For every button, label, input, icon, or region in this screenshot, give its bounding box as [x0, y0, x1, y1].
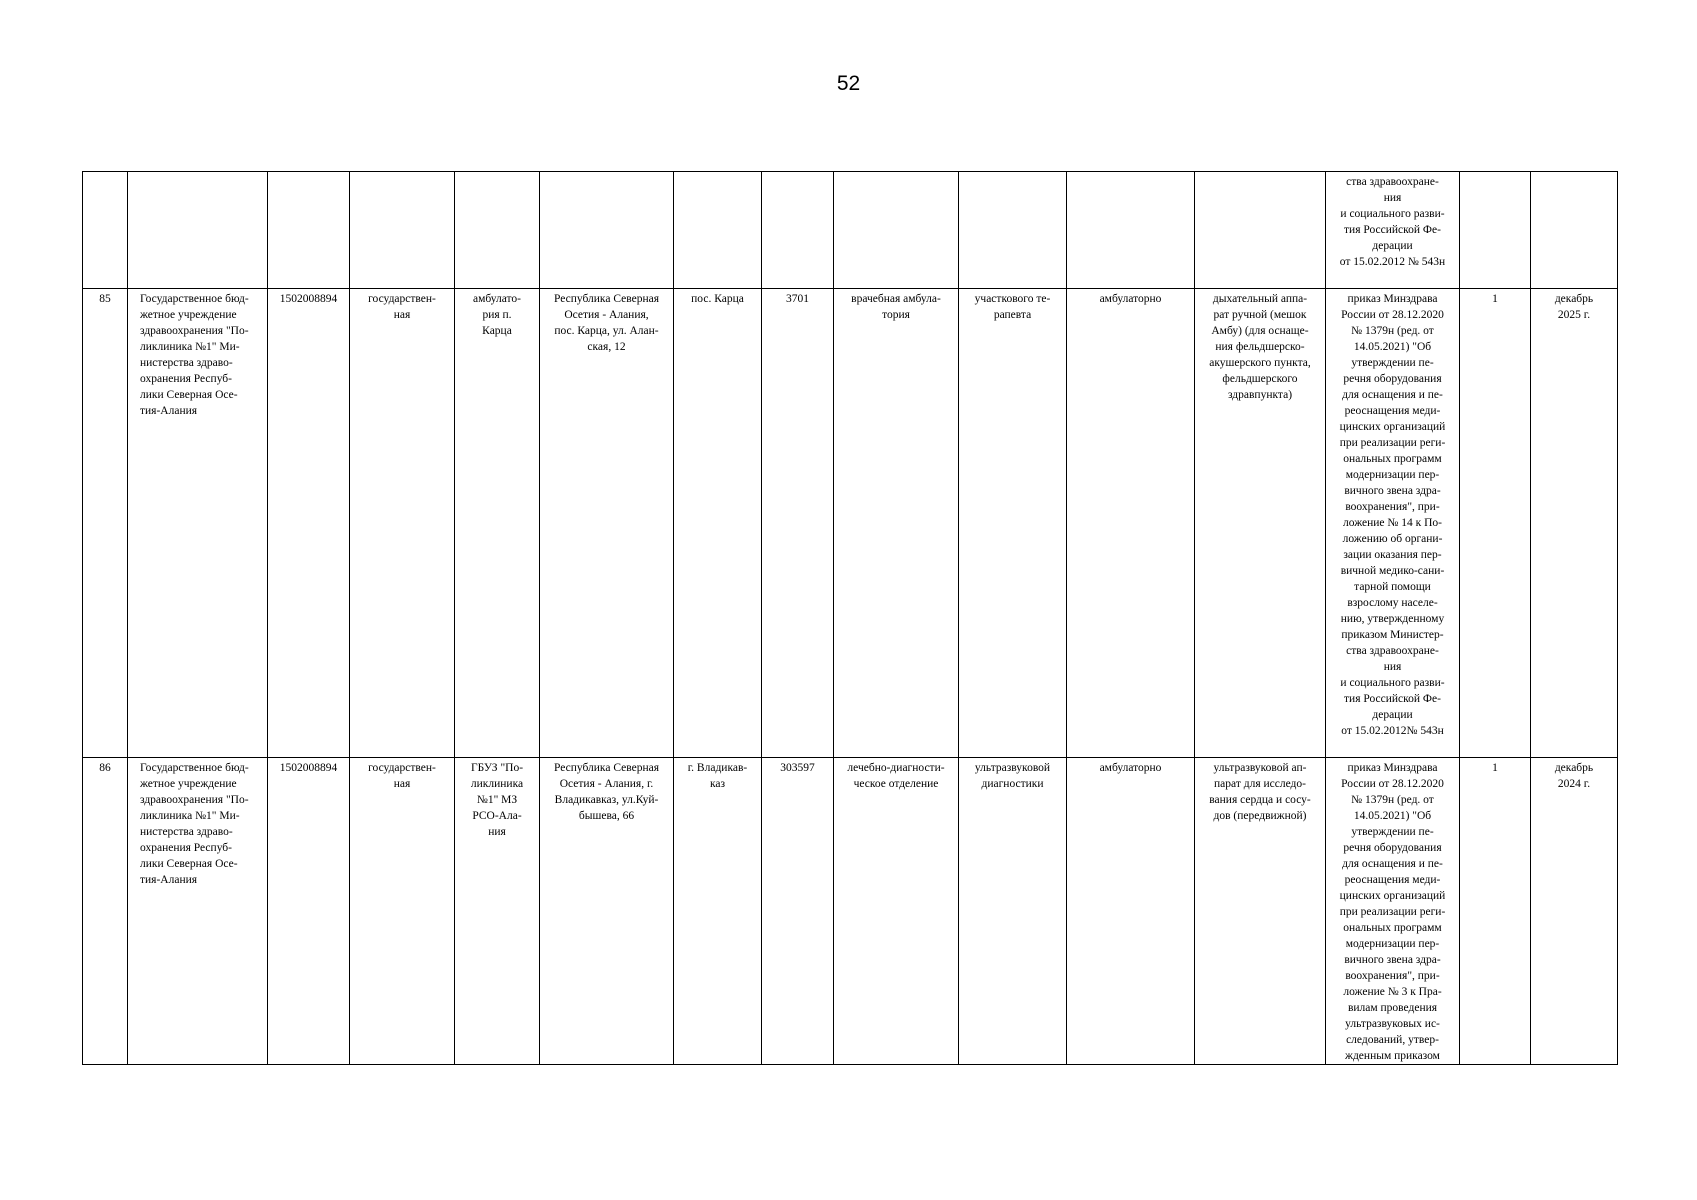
equipment-table: [82, 171, 1618, 1065]
table-row: [83, 289, 1618, 758]
regulation-text: ства здравоохране- ния и социального разви- тия Российской Фе- дерации от 15.02.2012 № 543н: [1339, 176, 1446, 268]
cell-deadline: [1531, 289, 1618, 758]
cell-num: [83, 758, 128, 1065]
row-number: 86: [99, 762, 111, 774]
ownership-text: государствен- ная: [368, 293, 436, 321]
division-text: ГБУЗ "По- ликлиника №1" МЗ РСО-Ала- ния: [470, 762, 524, 838]
inn-text: 1502008894: [279, 762, 338, 774]
cell-unit: [834, 172, 959, 289]
division-text: амбулато- рия п. Карца: [472, 293, 522, 337]
cell-inn: [268, 289, 350, 758]
ownership-text: государствен- ная: [368, 762, 436, 790]
deadline-text: декабрь 2025 г.: [1554, 293, 1594, 321]
unit-text: врачебная амбула- тория: [851, 293, 941, 321]
cell-inn: [268, 172, 350, 289]
care-text: амбулаторно: [1099, 762, 1162, 774]
cell-inn: [268, 758, 350, 1065]
table-row: [83, 758, 1618, 1065]
cell-deadline: [1531, 758, 1618, 1065]
cell-division: [455, 172, 540, 289]
code-text: 303597: [780, 762, 815, 774]
profile-text: участкового те- рапевта: [974, 293, 1051, 321]
code-text: 3701: [786, 293, 809, 305]
organization-text: Государственное бюд- жетное учреждение здравоохранения "По- ликлиника №1" Ми- нистерства здраво- охранения Респуб- лики Северная Осе- тия-Алания: [140, 293, 249, 417]
cell-code: [762, 758, 834, 1065]
deadline-text: декабрь 2024 г.: [1554, 762, 1594, 790]
cell-care: [1067, 758, 1195, 1065]
cell-unit: [834, 758, 959, 1065]
inn-text: 1502008894: [279, 293, 338, 305]
cell-organization: [128, 172, 268, 289]
equipment-text: дыхательный аппа- рат ручной (мешок Амбу) (для оснаще- ния фельдшерско- акушерского пункта, фельдшерского здравпункта): [1209, 293, 1311, 401]
address-text: Республика Северная Осетия - Алания, г. Владикавказ, ул.Куй- бышева, 66: [553, 762, 660, 822]
cell-locality: [674, 289, 762, 758]
cell-care: [1067, 172, 1195, 289]
cell-quantity: [1460, 289, 1531, 758]
cell-num: [83, 289, 128, 758]
cell-ownership: [350, 289, 455, 758]
cell-care: [1067, 289, 1195, 758]
page-number: 52: [836, 72, 861, 95]
cell-ownership: [350, 172, 455, 289]
quantity-text: 1: [1492, 293, 1498, 305]
cell-quantity: [1460, 172, 1531, 289]
cell-division: [455, 289, 540, 758]
regulation-text: приказ Минздрава России от 28.12.2020 № 1379н (ред. от 14.05.2021) "Об утверждении пе- речня оборудования для оснащения и пе- реоснащения меди- цинских организаций при реализации реги- ональных программ модернизации пер- вичного звена здра- воохранения", при- ложение № 3 к Пра- вилам проведения ультразвуковых ис- следований, утвер- жденным приказом: [1339, 762, 1446, 1062]
cell-address: [540, 172, 674, 289]
unit-text: лечебно-диагности- ческое отделение: [847, 762, 945, 790]
cell-regulation: [1326, 172, 1460, 289]
cell-organization: [128, 289, 268, 758]
cell-equipment: [1195, 289, 1326, 758]
cell-equipment: [1195, 758, 1326, 1065]
cell-profile: [959, 758, 1067, 1065]
cell-unit: [834, 289, 959, 758]
cell-profile: [959, 289, 1067, 758]
cell-code: [762, 172, 834, 289]
profile-text: ультразвуковой диагностики: [974, 762, 1051, 790]
cell-ownership: [350, 758, 455, 1065]
locality-text: пос. Карца: [691, 293, 744, 305]
cell-regulation: [1326, 758, 1460, 1065]
organization-text: Государственное бюд- жетное учреждение здравоохранения "По- ликлиника №1" Ми- нистерства здраво- охранения Респуб- лики Северная Осе- тия-Алания: [140, 762, 249, 886]
care-text: амбулаторно: [1099, 293, 1162, 305]
cell-quantity: [1460, 758, 1531, 1065]
cell-locality: [674, 172, 762, 289]
cell-regulation: [1326, 289, 1460, 758]
equipment-text: ультразвуковой ап- парат для исследо- вания сердца и сосу- дов (передвижной): [1209, 762, 1311, 822]
locality-text: г. Владикав- каз: [687, 762, 748, 790]
cell-code: [762, 289, 834, 758]
table-row-continuation: [83, 172, 1618, 289]
cell-division: [455, 758, 540, 1065]
cell-num: [83, 172, 128, 289]
cell-deadline: [1531, 172, 1618, 289]
address-text: Республика Северная Осетия - Алания, пос. Карца, ул. Алан- ская, 12: [553, 293, 660, 353]
cell-address: [540, 758, 674, 1065]
regulation-text: приказ Минздрава России от 28.12.2020 № 1379н (ред. от 14.05.2021) "Об утверждении пе- речня оборудования для оснащения и пе- реоснащения меди- цинских организаций при реализации реги- ональных программ модернизации пер- вичного звена здра- воохранения", при- ложение № 14 к По- ложению об органи- зации оказания пер- вичной медико-сани- тарной помощи взрослому населе- нию, утвержденному приказом Министер- ства здравоохране- ния и социального разви- тия Российской Фе- дерации от 15.02.2012№ 543н: [1339, 293, 1446, 737]
cell-equipment: [1195, 172, 1326, 289]
cell-locality: [674, 758, 762, 1065]
cell-profile: [959, 172, 1067, 289]
row-number: 85: [99, 293, 111, 305]
cell-organization: [128, 758, 268, 1065]
quantity-text: 1: [1492, 762, 1498, 774]
cell-address: [540, 289, 674, 758]
